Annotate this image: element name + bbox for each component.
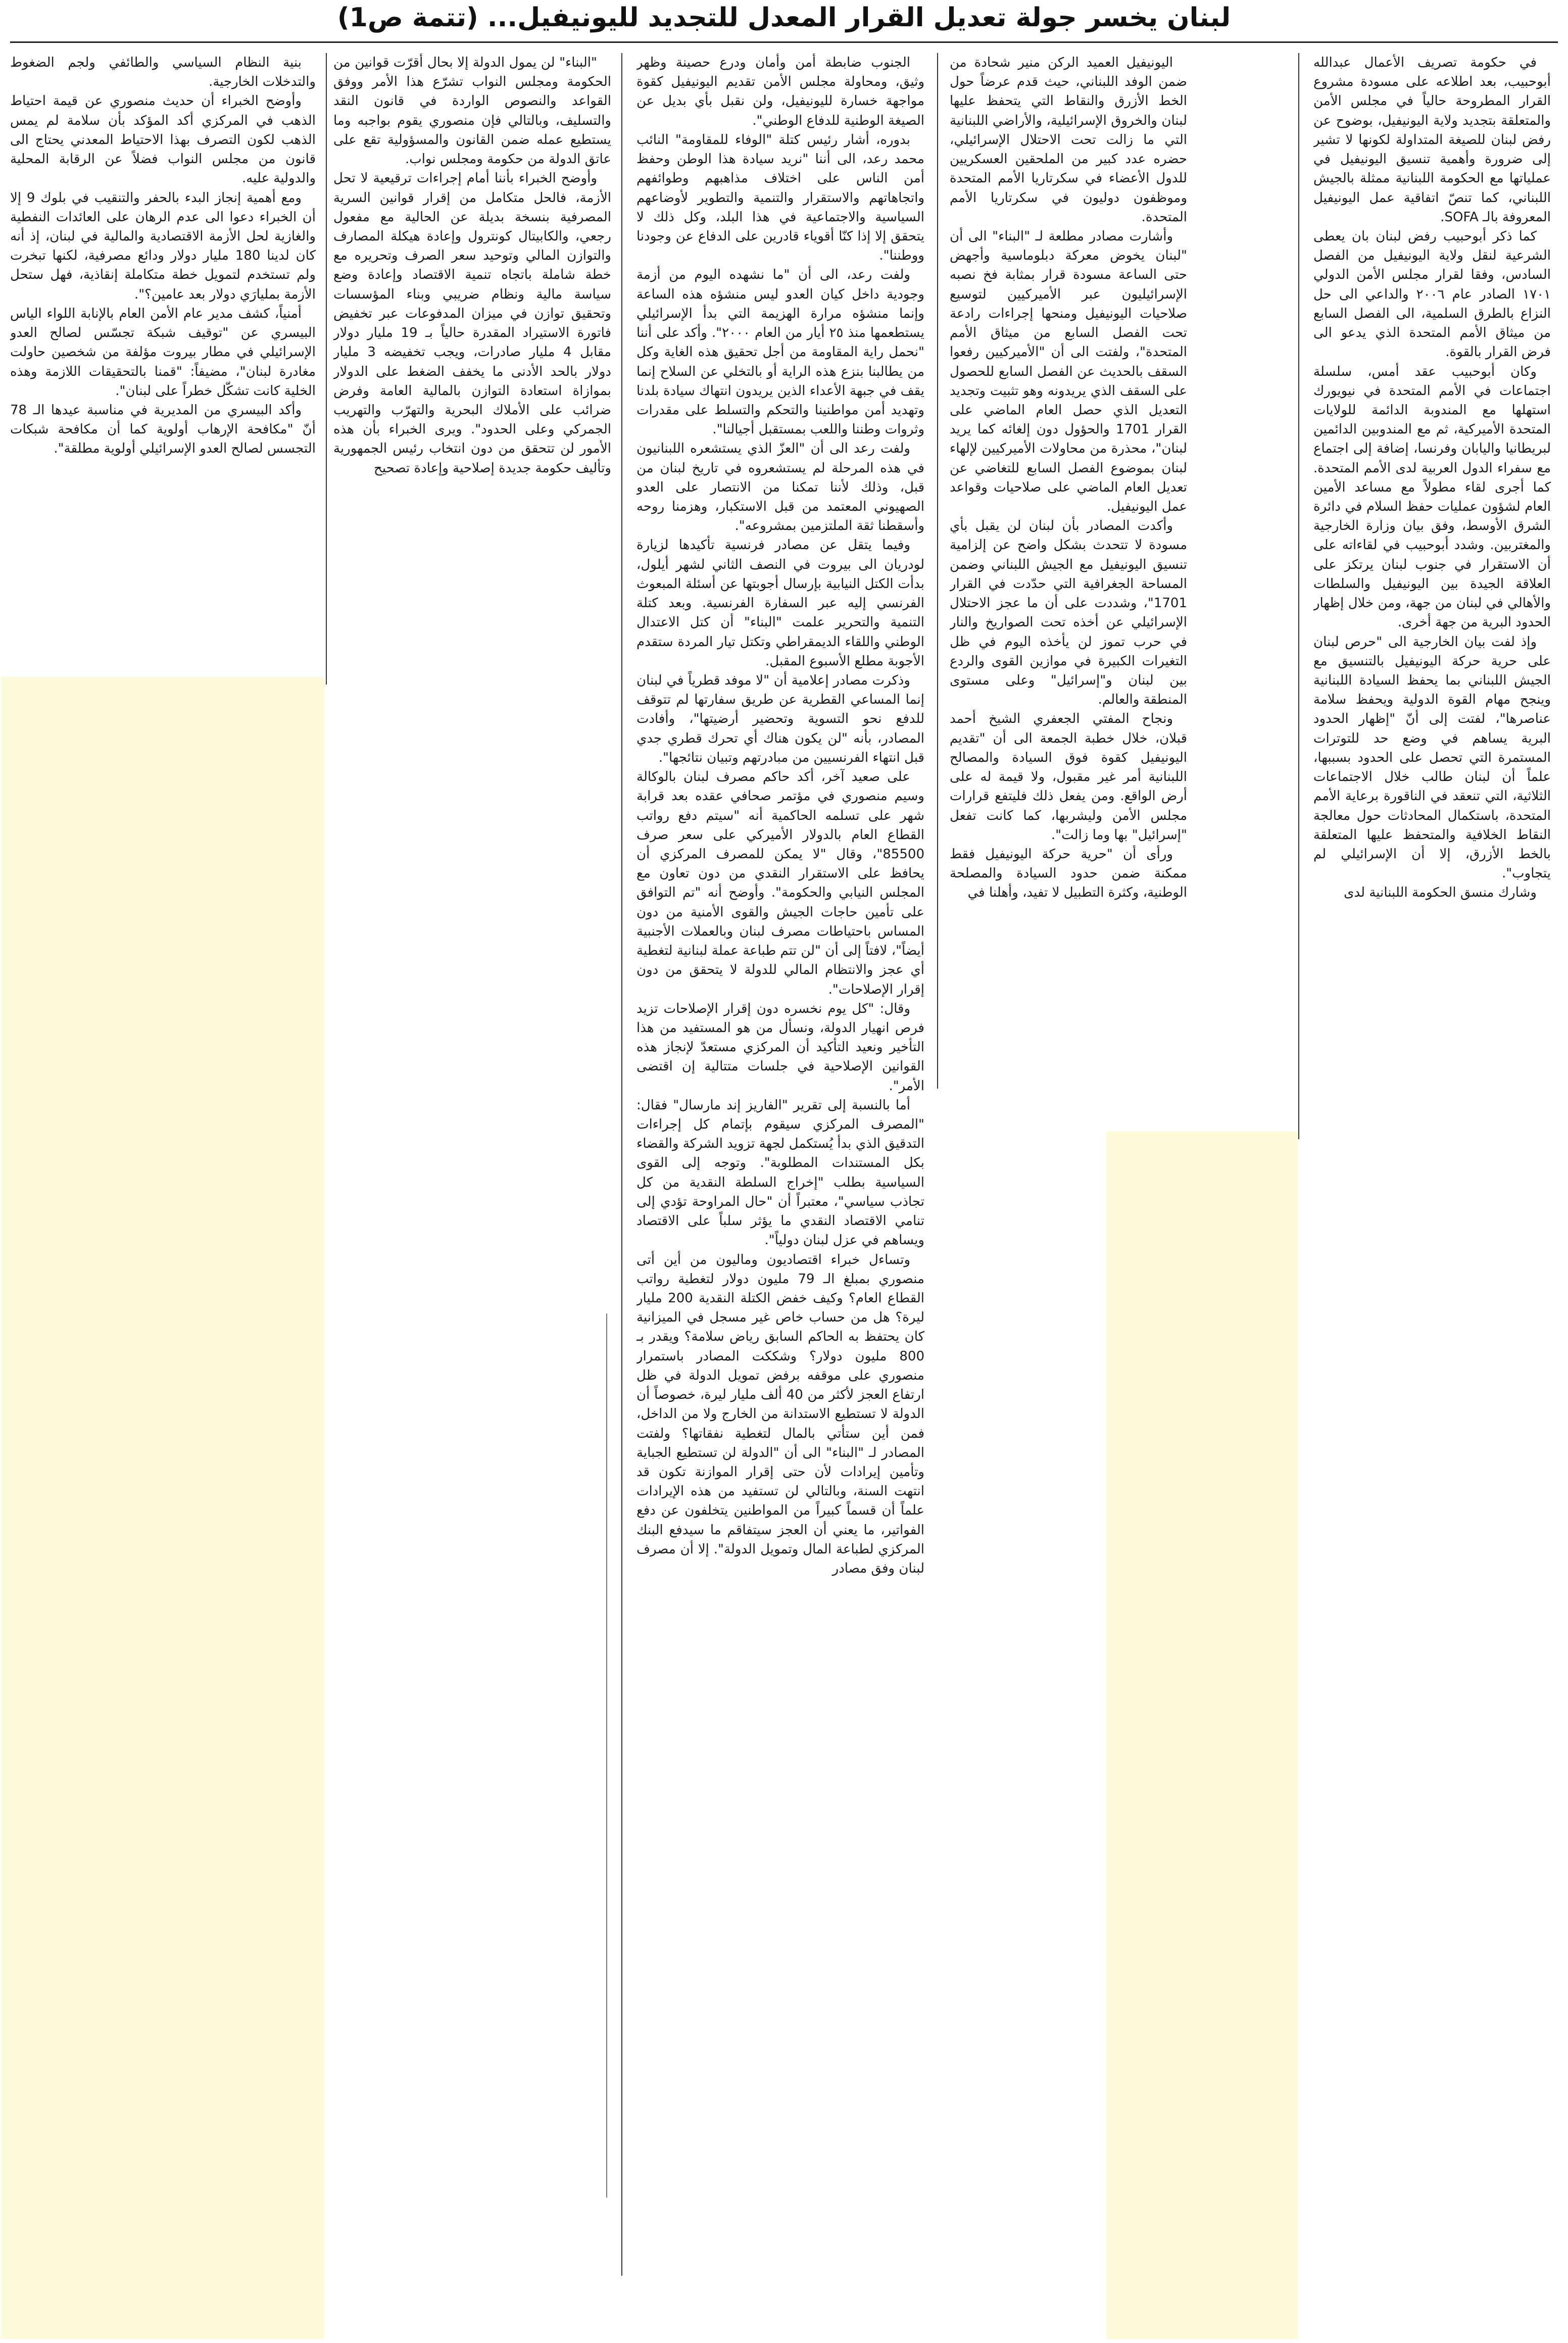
paragraph: وأوضح الخبراء أن حديث منصوري عن قيمة احتياط الذهب في المركزي أكد المؤكد بأن سلامة لم يمس الذهب لكون التصرف بهذا الاحتياط المعدني يحتاج الى قانون من مجلس النواب فضلاً عن الرقابة المحلية والدولية عليه. <box>10 93 316 186</box>
paragraph: وإذ لفت بيان الخارجية الى "حرص لبنان على حرية حركة اليونيفيل بالتنسيق مع الجيش اللبناني بما يحفظ السيادة اللبنانية وينجح مهام القوة الدولية ويحفظ سلامة عناصرها"، لفتت إلى أنّ "إظهار الحدود البرية يساهم في وضع حد للتوترات المستمرة التي تحصل على الحدود بسببها، علماً أن لبنان طالب خلال الاجتماعات الثلاثية، التي تنعقد في الناقورة برعاية الأمم المتحدة، باستكمال المحادثات حول معالجة النقاط الخلافية والمتحفظ عليها المتعلقة بالخط الأزرق، إلا أن الإسرائيلي لم يتجاوب". <box>1313 634 1551 882</box>
paragraph: على صعيد آخر، أكد حاكم مصرف لبنان بالوكالة وسيم منصوري في مؤتمر صحافي عقده بعد قرابة شهر على تسلمه الحاكمية أنه "سيتم دفع رواتب القطاع العام بالدولار الأميركي على سعر صرف 85500"، وقال "لا يمكن للمصرف المركزي أن يحافظ على الاستقرار النقدي من دون تعاون مع المجلس النيابي والحكومة". وأوضح أنه "تم التوافق على تأمين حاجات الجيش والقوى الأمنية من دون المساس باحتياطات مصرف لبنان وبالعملات الأجنبية أيضاً"، لافتاً إلى أن "لن تتم طباعة عملة لبنانية لتغطية أي عجز والانتظام المالي للدولة لا يتحقق من دون إقرار الإصلاحات". <box>636 769 924 997</box>
paragraph: ومع أهمية إنجاز البدء بالحفر والتنقيب في بلوك 9 إلا أن الخبراء دعوا الى عدم الرهان على العائدات النفطية والغازية لحل الأزمة الاقتصادية والمالية في لبنان، إذ أنه كان لدينا 180 مليار دولار ودائع مصرفية، لكنها تبخرت ولم تستخدم لتمويل خطة متكاملة إنقاذية، فهل ستحل الأزمة بمليارَي دولار بعد عامين؟". <box>10 190 316 302</box>
article-column-3 <box>636 53 924 2286</box>
paragraph: أما بالنسبة إلى تقرير "الفاريز إند مارسال" فقال: "المصرف المركزي سيقوم بإتمام كل إجراءات التدقيق الذي بدأ يُستكمل لجهة تزويد الشركة والقضاء بكل المستندات المطلوبة". وتوجه إلى القوى السياسية بطلب "إخراج السلطة النقدية من كل تجاذب سياسي"، معتبراً أن "حال المراوحة تؤدي إلى تنامي الاقتصاد النقدي ما يؤثر سلباً على الاقتصاد ويساهم في عزل لبنان دولياً". <box>636 1097 924 1248</box>
paragraph: بنية النظام السياسي والطائفي ولجم الضغوط والتدخلات الخارجية. <box>10 55 316 90</box>
column-divider <box>1298 53 1299 1139</box>
paragraph: بدوره، أشار رئيس كتلة "الوفاء للمقاومة" النائب محمد رعد، الى أننا "نريد سيادة هذا الوطن وحفظ أمن الناس على اختلاف مذاهبهم وطوائفهم واتجاهاتهم والاستقرار والتنمية والتطوير لأوضاعهم السياسية والاجتماعية في هذا البلد، وكل ذلك لا يتحقق إلا إذا كنّا أقوياء قادرين على الدفاع عن وجودنا ووطننا". <box>636 132 924 264</box>
paragraph: وأشارت مصادر مطلعة لـ "البناء" الى أن "لبنان يخوض معركة دبلوماسية وأجهض حتى الساعة مسودة قرار بمثابة فخ نصبه الإسرائيليون عبر الأميركيين لتوسيع صلاحيات اليونيفيل ومنحها إجراءات رادعة تحت الفصل السابع من ميثاق الأمم المتحدة"، ولفتت الى أن "الأميركيين رفعوا السقف بالحديث عن الفصل السابع للحصول على السقف الذي يريدونه وهو تثبيت وتجديد التعديل الذي حصل العام الماضي على القرار 1701 والحؤول دون إلغائه كما يريد لبنان"، محذرة من محاولات الأميركيين لإلهاء لبنان بموضوع الفصل السابع للتغاضي عن تعديل العام الماضي على صلاحيات وقواعد عمل اليونيفيل. <box>950 228 1187 515</box>
paragraph: وفيما يتقل عن مصادر فرنسية تأكيدها لزيارة لودريان الى بيروت في النصف الثاني لشهر أيلول، بدأت الكتل النيابية بإرسال أجوبتها عن أسئلة المبعوث الفرنسي إليه عبر السفارة الفرنسية. وبعد كتلة التنمية والتحرير علمت "البناء" أن كتل الاعتدال الوطني واللقاء الديمقراطي وتكتل تيار المردة ستقدم الأجوبة مطلع الأسبوع المقبل. <box>636 538 924 669</box>
title-divider <box>10 41 1558 43</box>
paragraph: أمنياً، كشف مدير عام الأمن العام بالإنابة اللواء الياس البيسري عن "توقيف شبكة تجسّس لصالح العدو الإسرائيلي في مطار بيروت مؤلفة من شخصين حاولت مغادرة لبنان"، مضيفاً: "قمنا بالتحقيقات اللازمة وهذه الخلية كانت تشكّل خطراً على لبنان". <box>10 306 316 399</box>
paragraph: "البناء" لن يمول الدولة إلا بحال أقرّت قوانين من الحكومة ومجلس النواب تشرّع هذا الأمر ووفق القواعد والنصوص الواردة في قانون النقد والتسليف، وبالتالي فإن منصوري يقوم بواجبه وما يستطيع عمله ضمن القانون والمسؤولية تقع على عاتق الدولة من حكومة ومجلس نواب. <box>333 55 611 167</box>
highlight-panel-right <box>1106 1132 1298 2339</box>
paragraph: وقال: "كل يوم نخسره دون إقرار الإصلاحات تزيد فرص انهيار الدولة، ونسأل من هو المستفيد من هذا التأخير ونعيد التأكيد أن المركزي مستعدّ لإنجاز هذه القوانين الإصلاحية في جلسات متتالية إن اقتضى الأمر". <box>636 1001 924 1094</box>
column-divider <box>326 53 327 685</box>
paragraph: وذكرت مصادر إعلامية أن "لا موفد قطرياً في لبنان إنما المساعي القطرية عن طريق سفارتها لم تتوقف للدفع نحو التسوية وتحضير أرضيتها"، وأفادت المصادر، بأنه "لن يكون هناك أي تحرك قطري جدي قبل انتهاء الفرنسيين من مبادرتهم وتبيان نتائجها". <box>636 673 924 765</box>
paragraph: وكان أبوحبيب عقد أمس، سلسلة اجتماعات في الأمم المتحدة في نيويورك استهلها مع المندوبة الدائمة للولايات المتحدة الأميركية، ثم مع المندوبين الدائمين لبريطانيا واليابان وفرنسا، إضافة إلى اجتماع مع سفراء الدول العربية لدى الأمم المتحدة. كما أجرى لقاء مطولاً مع مساعد الأمين العام لشؤون عمليات حفظ السلام في دائرة الشرق الأوسط، وفق بيان وزارة الخارجية والمغتربين. وشدد أبوحبيب في لقاءاته على أن الاستقرار في جنوب لبنان يرتكز على العلاقة الجيدة بين اليونيفيل والسلطات والأهالي في لبنان من جهة، ومن خلال إظهار الحدود البرية من جهة أخرى. <box>1313 364 1551 630</box>
column-divider <box>937 53 938 1089</box>
paragraph: ولفت رعد، الى أن "ما نشهده اليوم من أزمة وجودية داخل كيان العدو ليس منشؤه هذه الساعة وإنما منشؤه مرارة الهزيمة التي بدأ الإسرائيلي يستطعمها منذ ٢٥ أيار من العام ٢٠٠٠". وأكد على أننا "نحمل راية المقاومة من أجل تحقيق هذه الغاية وكل من يطالبنا بنزع هذه الراية أو بالتخلي عن السلاح إنما يقف في جبهة الأعداء الذين يريدون انتهاك سيادة بلدنا وتهديد أمن مواطنينا والتحكم والتسلط على مقدرات وثروات وطننا واللعب بمستقبل أجيالنا". <box>636 267 924 437</box>
paragraph: وأوضح الخبراء بأننا أمام إجراءات ترقيعية لا تحل الأزمة، فالحل متكامل من إقرار قوانين السرية المصرفية بنسخة بديلة عن الحالية مع مفعول رجعي، والكابيتال كونترول وإعادة هيكلة المصارف والتوازن المالي وتوحيد سعر الصرف وتحريره مع خطة شاملة باتجاه تنمية الاقتصاد وإعادة وضع سياسة مالية ونظام ضريبي وبناء المؤسسات وتحقيق توازن في ميزان المدفوعات عبر تخفيض فاتورة الاستيراد المقدرة حالياً بـ 19 مليار دولار مقابل 4 مليار صادرات، ويجب تخفيضه 3 مليار دولار بالحد الأدنى ما يخفف الضغط على الدولار بموازاة استعادة التوازن بالمالية العامة وفرض ضرائب على الأملاك البحرية والتهرّب والتهريب الجمركي وعلى الحدود". ويرى الخبراء بأن هذه الأمور لن تتحقق من دون انتخاب رئيس الجمهورية وتأليف حكومة جديدة إصلاحية وإعادة تصحيح <box>333 171 611 476</box>
paragraph: ونجاح المفتي الجعفري الشيخ أحمد قبلان، خلال خطبة الجمعة الى أن "تقديم اليونيفيل كقوة فوق السيادة والمصالح اللبنانية أمر غير مقبول، ولا قيمة له على أرض الواقع. ومن يفعل ذلك فليتفع قرارات مجلس الأمن وليشربها، كما كانت تفعل "إسرائيل" بها وما زالت". <box>950 711 1187 843</box>
article-column-2 <box>950 53 1187 1089</box>
page-title: لبنان يخسر جولة تعديل القرار المعدل للتجديد لليونيفيل... (تتمة ص1) <box>337 3 1231 33</box>
paragraph: ولفت رعد الى أن "العزّ الذي يستشعره اللبنانيون في هذه المرحلة لم يستشعروه في تاريخ لبنان من قبل، وذلك لأننا تمكنا من الانتصار على العدو الصهيوني المعتمد من قبل الاستكبار، وهزمنا روحه وأسقطنا ثقة الملتزمين بمشروعه". <box>636 441 924 534</box>
paragraph: في حكومة تصريف الأعمال عبدالله أبوحبيب، بعد اطلاعه على مسودة مشروع القرار المطروحة حالياً في مجلس الأمن والمتعلقة بتجديد ولاية اليونيفيل، بوضوح عن رفض لبنان للصيغة المتداولة لكونها لا تشير إلى ضرورة وأهمية تنسيق اليونيفيل في عملياتها مع الحكومة اللبنانية ممثلة بالجيش اللبناني، كما تنصّ اتفاقية عمل اليونيفيل المعروفة بالـ SOFA. <box>1313 55 1551 225</box>
paragraph: كما ذكر أبوحبيب رفض لبنان بان يعطى الشرعية لنقل ولاية اليونيفيل من الفصل السادس، وفقا لقرار مجلس الأمن الدولي ١٧٠١ الصادر عام ٢٠٠٦ والداعي الى حل النزاع بالطرق السلمية، الى الفصل السابع من ميثاق الأمم المتحدة الذي يدعو الى فرض القرار بالقوة. <box>1313 228 1551 360</box>
paragraph: وأكدت المصادر بأن لبنان لن يقبل بأي مسودة لا تتحدث بشكل واضح عن إلزامية تنسيق اليونيفيل مع الجيش اللبناني وضمن المساحة الجغرافية التي حدّدت في القرار 1701"، وشددت على أن ما عجز الاحتلال الإسرائيلي عن أخذه تحت الصواريخ والنار في حرب تموز لن يأخذه اليوم في ظل التغيرات الكبيرة في موازين القوى والردع بين لبنان و"إسرائيل" وعلى مستوى المنطقة والعالم. <box>950 518 1187 708</box>
article-column-5 <box>10 53 316 685</box>
paragraph: اليونيفيل العميد الركن منير شحادة من ضمن الوفد اللبناني، حيث قدم عرضاً حول الخط الأزرق والنقاط التي يتحفظ عليها لبنان والخروق الإسرائيلية، والأراضي اللبنانية التي ما زالت تحت الاحتلال الإسرائيلي، حضره عدد كبير من الملحقين العسكريين للدول الأعضاء في سكرتاريا الأمم المتحدة وموظفون دوليون في سكرتاريا الأمم المتحدة. <box>950 55 1187 225</box>
article-column-1 <box>1313 53 1551 1139</box>
paragraph: وتساءل خبراء اقتصاديون وماليون من أين أتى منصوري بمبلغ الـ 79 مليون دولار لتغطية رواتب القطاع العام؟ وكيف خفض الكتلة النقدية 200 مليار ليرة؟ هل من حساب خاص غير مسجل في الميزانية كان يحتفظ به الحاكم السابق رياض سلامة؟ ويقدر بـ 800 مليون دولار؟ وشككت المصادر باستمرار منصوري على موقفه برفض تمويل الدولة في ظل ارتفاع العجز لأكثر من 40 ألف مليار ليرة، خصوصاً أن الدولة لا تستطيع الاستدانة من الخارج ولا من الداخل، فمن أين ستأتي بالمال لتغطية نفقاتها؟ ولفتت المصادر لـ "البناء" الى أن "الدولة لن تستطيع الجباية وتأمين إيرادات لأن حتى إقرار الموازنة تكون قد انتهت السنة، وبالتالي لن تستفيد من هذه الإيرادات علماً أن قسماً كبيراً من المواطنين يتخلفون عن دفع الفواتير، ما يعني أن العجز سيتفاقم ما سيدفع البنك المركزي لطباعة المال وتمويل الدولة". إلا أن مصرف لبنان وفق مصادر <box>636 1252 924 1577</box>
paragraph: ورأى أن "حرية حركة اليونيفيل فقط ممكنة ضمن حدود السيادة والمصلحة الوطنية، وكثرة التطبيل لا تفيد، وأهلنا في <box>950 846 1187 901</box>
column-divider <box>621 53 622 2276</box>
paragraph: وأكد البيسري من المديرية في مناسبة عيدها الـ 78 أنّ "مكافحة الإرهاب أولوية كما أن مكافحة شبكات التجسس لصالح العدو الإسرائيلي أولوية مطلقة". <box>10 402 316 457</box>
bracket-line <box>606 1313 607 2198</box>
paragraph: الجنوب ضابطة أمن وأمان ودرع حصينة وظهر وثيق، ومحاولة مجلس الأمن تقديم اليونيفيل كقوة مواجهة خسارة لليونيفيل، ولن نقبل بأي بديل عن الصيغة الوطنية للدفاع الوطني". <box>636 55 924 128</box>
paragraph: وشارك منسق الحكومة اللبنانية لدى <box>1344 885 1537 901</box>
highlight-panel-left <box>1 677 324 2339</box>
article-column-4 <box>333 53 611 685</box>
